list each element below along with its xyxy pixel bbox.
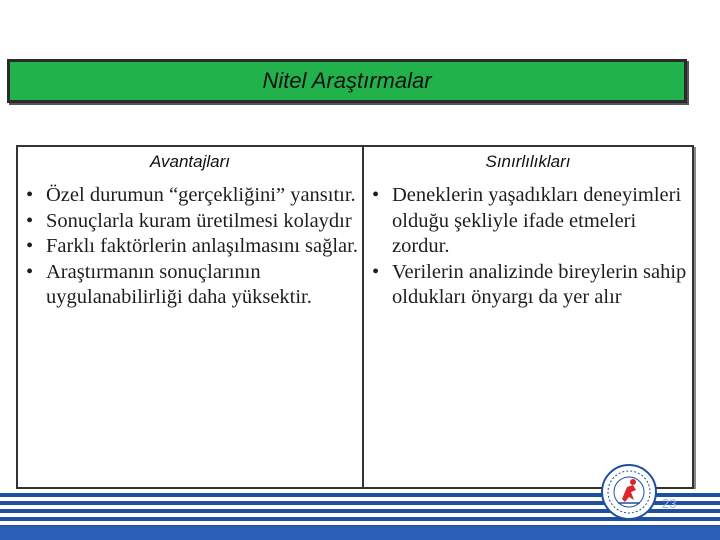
list-item: • Deneklerin yaşadıkları deneyimleri olduğu şekliyle ifade etmeleri zordur.: [364, 183, 692, 260]
list-item: • Sonuçlarla kuram üretilmesi kolaydır: [18, 209, 362, 235]
footer-band-solid: [0, 526, 720, 540]
title-bar: [7, 59, 687, 103]
limitations-list: [364, 183, 692, 311]
list-item: • Araştırmanın sonuçlarının uygulanabilirliği daha yüksektir.: [18, 260, 362, 311]
limitations-heading: Sınırlılıkları: [485, 152, 571, 171]
list-item: • Farklı faktörlerin anlaşılmasını sağlar.: [18, 234, 362, 260]
university-emblem-icon: [600, 463, 658, 521]
slide-title: Nitel Araştırmalar: [262, 68, 432, 93]
limitations-column: [364, 147, 692, 487]
advantages-heading: Avantajları: [149, 152, 230, 171]
list-item: • Verilerin analizinde bireylerin sahip oldukları önyargı da yer alır: [364, 260, 692, 311]
advantages-column: [18, 147, 364, 487]
page-number: 23: [662, 496, 677, 511]
list-item: • Özel durumun “gerçekliğini” yansıtır.: [18, 183, 362, 209]
comparison-table: [16, 145, 694, 489]
advantages-list: [18, 183, 362, 311]
